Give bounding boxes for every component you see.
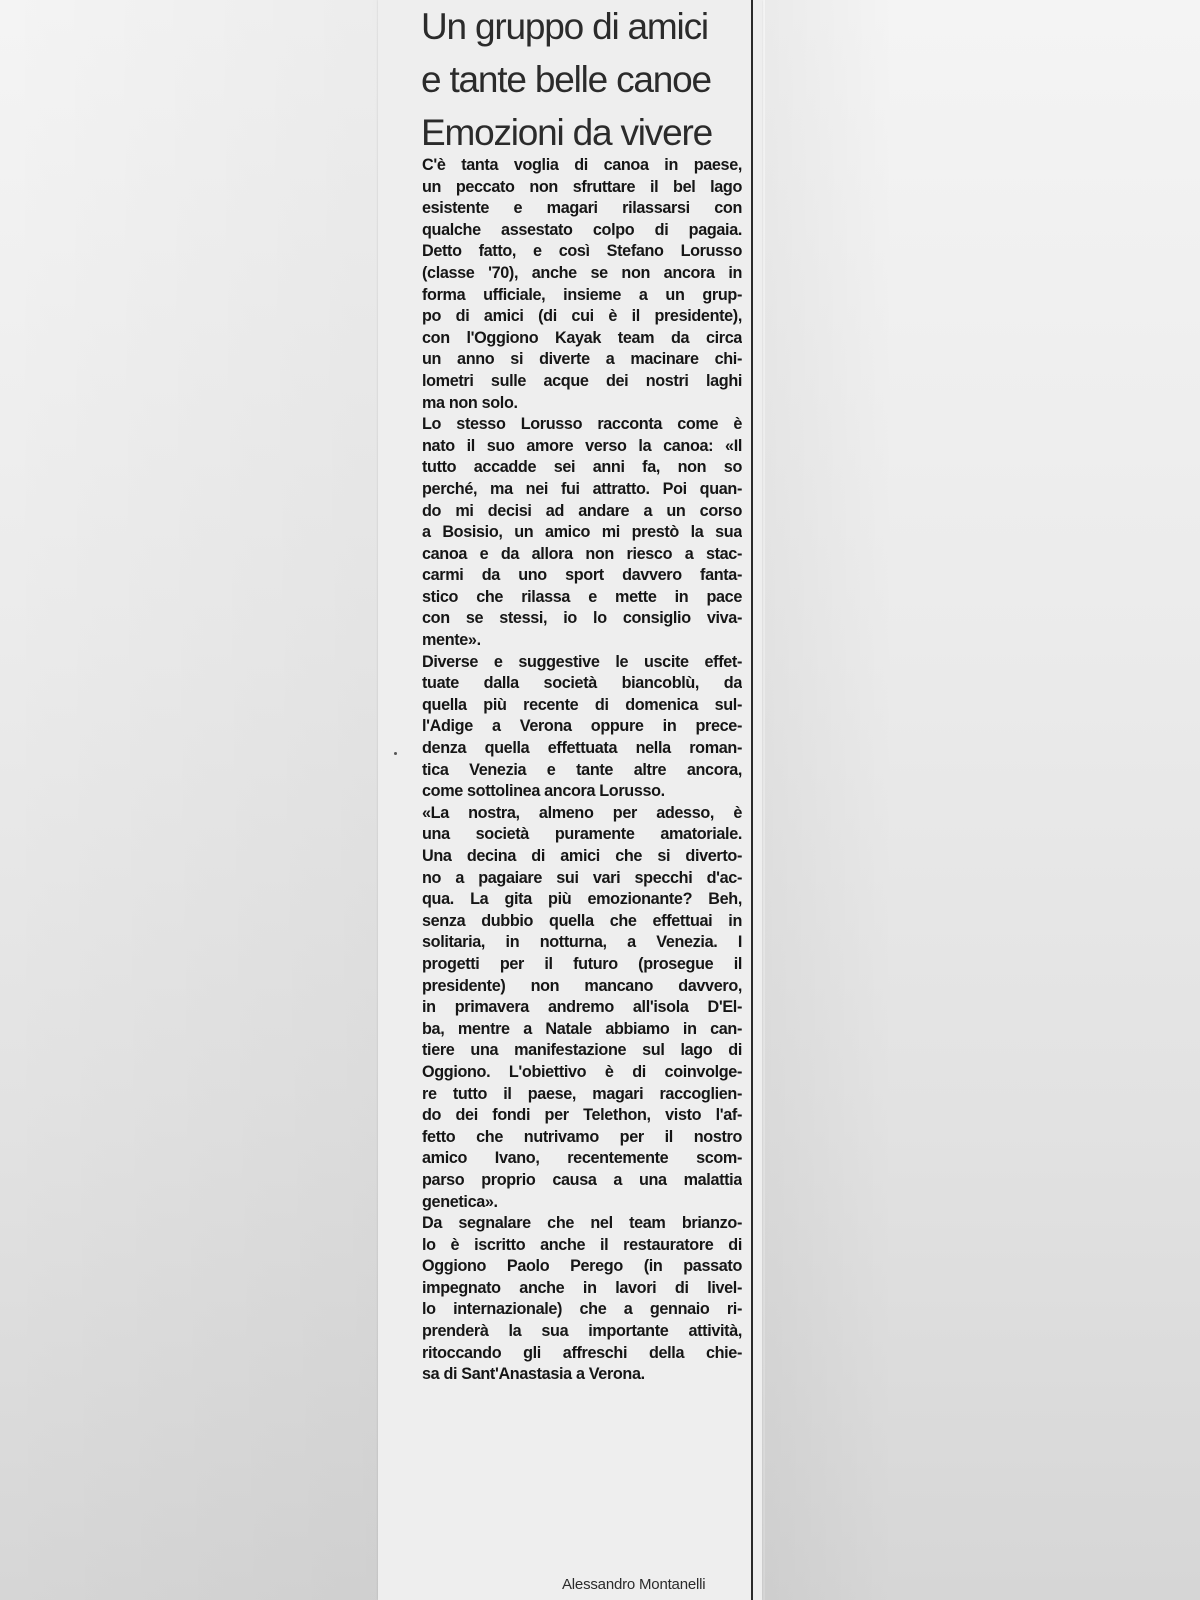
article-body-line: lo è iscritto anche il restauratore di (422, 1235, 742, 1254)
article-body-line: qualche assestato colpo di pagaia. (422, 220, 742, 239)
column-divider-rule (751, 0, 753, 1600)
article-body-line: senza dubbio quella che effettuai in (422, 911, 742, 930)
article-body-line: in primavera andremo all'isola D'El- (422, 998, 742, 1017)
article-body-line: Diverse e suggestive le uscite effet- (422, 652, 742, 671)
article-body-line: no a pagaiare sui vari specchi d'ac- (422, 868, 742, 887)
article-body-line: canoa e da allora non riesco a stac- (422, 544, 742, 563)
article-body-line: ba, mentre a Natale abbiamo in can- (422, 1019, 742, 1038)
article-body-line: ma non solo. (422, 393, 518, 412)
article-body-line: progetti per il futuro (prosegue il (422, 954, 742, 973)
article-body-line: a Bosisio, un amico mi prestò la sua (422, 523, 742, 542)
article-body-line: Detto fatto, e così Stefano Lorusso (422, 242, 742, 261)
scan-dust-speck (394, 752, 397, 755)
article-body-line: presidente) non mancano davvero, (422, 976, 742, 995)
article-body-line: do mi decisi ad andare a un corso (422, 501, 742, 520)
article-body-line: una società puramente amatoriale. (422, 825, 742, 844)
article-body-line: Una decina di amici che si diverto- (422, 847, 742, 865)
article-body-line: (classe '70), anche se non ancora in (422, 263, 742, 282)
article-body-line: genetica». (422, 1192, 498, 1211)
article-body-line: quella più recente di domenica sul- (422, 695, 742, 714)
article-body-line: «La nostra, almeno per adesso, è (422, 803, 742, 822)
article-body-line: amico Ivano, recentemente scom- (422, 1149, 742, 1168)
article-body-line: Lo stesso Lorusso racconta come è (422, 415, 742, 434)
article-body-line: lo internazionale) che a gennaio ri- (422, 1300, 742, 1319)
article-body-line: Oggiono Paolo Perego (in passato (422, 1257, 742, 1276)
article-body-line: lometri sulle acque dei nostri laghi (422, 371, 742, 390)
article-body-line: mente». (422, 631, 481, 650)
article-body-line: un peccato non sfruttare il bel lago (422, 177, 742, 196)
article-body-line: come sottolinea ancora Lorusso. (422, 782, 665, 801)
article-body-line: tutto accadde sei anni fa, non so (422, 458, 742, 477)
article-body-line: tuate dalla società biancoblù, da (422, 674, 742, 693)
article-body-line: solitaria, in notturna, a Venezia. I (422, 933, 742, 952)
article-body-line: qua. La gita più emozionante? Beh, (422, 890, 742, 909)
article-body-line: tiere una manifestazione sul lago di (422, 1041, 742, 1060)
article-body-line: stico che rilassa e mette in pace (422, 587, 742, 606)
article-body-line: do dei fondi per Telethon, visto l'af- (422, 1106, 742, 1125)
article-body-line: perché, ma nei fui attratto. Poi quan- (422, 479, 742, 498)
article-body-line: con se stessi, io lo consiglio viva- (422, 609, 742, 628)
article-headline (421, 0, 751, 159)
article-body-line: sa di Sant'Anastasia a Verona. (422, 1365, 645, 1384)
article-body-line: po di amici (di cui è il presidente), (422, 307, 742, 326)
headline-line: Emozioni da vivere (421, 112, 712, 153)
article-body-line: parso proprio causa a una malattia (422, 1170, 742, 1189)
article-body-line: denza quella effettuata nella roman- (422, 739, 742, 758)
article-body-line: prenderà la sua importante attività, (422, 1322, 742, 1341)
article-body-line: un anno si diverte a macinare chi- (422, 350, 742, 369)
article-body-line: forma ufficiale, insieme a un grup- (422, 285, 742, 304)
article-body-line: fetto che nutrivamo per il nostro (422, 1127, 742, 1146)
article-body (422, 155, 742, 1386)
article-body-line: re tutto il paese, magari raccoglien- (422, 1084, 742, 1103)
article-body-line: esistente e magari rilassarsi con (422, 199, 742, 218)
article-body-line: carmi da uno sport davvero fanta- (422, 566, 742, 585)
article-body-line: Oggiono. L'obiettivo è di coinvolge- (422, 1062, 742, 1081)
article-body-line: C'è tanta voglia di canoa in paese, (422, 156, 742, 174)
scan-background-right (765, 0, 1200, 1600)
article-body-line: tica Venezia e tante altre ancora, (422, 760, 742, 779)
headline-line: e tante belle canoe (421, 59, 711, 100)
article-body-line: Da segnalare che nel team brianzo- (422, 1214, 742, 1233)
headline-line: Un gruppo di amici (421, 6, 708, 47)
article-body-line: ritoccando gli affreschi della chie- (422, 1343, 742, 1362)
scan-background-left (0, 0, 380, 1600)
article-body-line: con l'Oggiono Kayak team da circa (422, 328, 742, 347)
article-body-line: impegnato anche in lavori di livel- (422, 1278, 742, 1297)
article-byline: Alessandro Montanelli (562, 1576, 706, 1593)
article-body-line: nato il suo amore verso la canoa: «Il (422, 436, 742, 455)
article-body-line: l'Adige a Verona oppure in prece- (422, 717, 742, 736)
